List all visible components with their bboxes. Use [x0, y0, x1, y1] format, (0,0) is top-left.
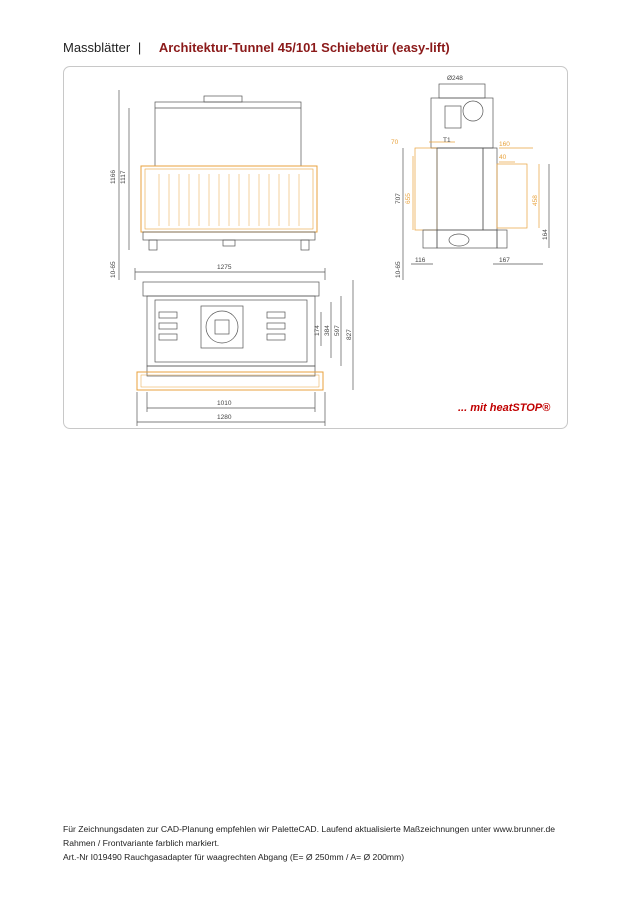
front-view [119, 90, 317, 280]
footer-line-cad: Für Zeichnungsdaten zur CAD-Planung empfehlen wir PaletteCAD. Laufend aktualisierte Maßzeichnungen unter www.brunner.de [63, 824, 556, 834]
dim-40: 40 [499, 154, 507, 161]
side-view [403, 84, 549, 280]
dim-70: 70 [391, 139, 399, 146]
dim-flue-diameter: Ø248 [447, 75, 463, 82]
dim-174: 174 [314, 325, 321, 336]
header-separator: | [137, 40, 142, 55]
dim-side-feet: 10-65 [395, 261, 402, 278]
dim-597: 597 [334, 325, 341, 336]
dim-655: 655 [405, 193, 412, 204]
dim-827: 827 [346, 329, 353, 340]
dim-1280: 1280 [217, 414, 232, 421]
dim-164: 164 [542, 229, 549, 240]
header-prefix: Massblätter [63, 40, 131, 55]
dim-707: 707 [395, 193, 402, 204]
dim-384: 384 [324, 325, 331, 336]
dim-167: 167 [499, 257, 510, 264]
dim-1166: 1166 [110, 170, 117, 184]
heatstop-brand-tag: ... mit heatSTOP® [458, 402, 551, 414]
page-title: Architektur-Tunnel 45/101 Schiebetür (easy-lift) [158, 40, 450, 55]
technical-drawing [63, 66, 566, 427]
dim-160: 160 [499, 141, 510, 148]
footer-line-article: Art.-Nr I019490 Rauchgasadapter für waagrechten Abgang (E= Ø 250mm / A= Ø 200mm) [63, 852, 405, 862]
dim-458: 458 [532, 195, 539, 206]
dim-front-feet: 10-65 [110, 261, 117, 278]
label-t1: T1 [443, 137, 451, 144]
footer-line-frame: Rahmen / Frontvariante farblich markiert. [63, 838, 220, 848]
page-header [63, 40, 450, 55]
dim-1117: 1117 [120, 170, 127, 184]
dim-1275: 1275 [217, 264, 232, 271]
footer-notes [63, 822, 573, 864]
top-view [135, 268, 353, 426]
dim-116: 116 [415, 257, 426, 264]
dim-1010: 1010 [217, 400, 232, 407]
